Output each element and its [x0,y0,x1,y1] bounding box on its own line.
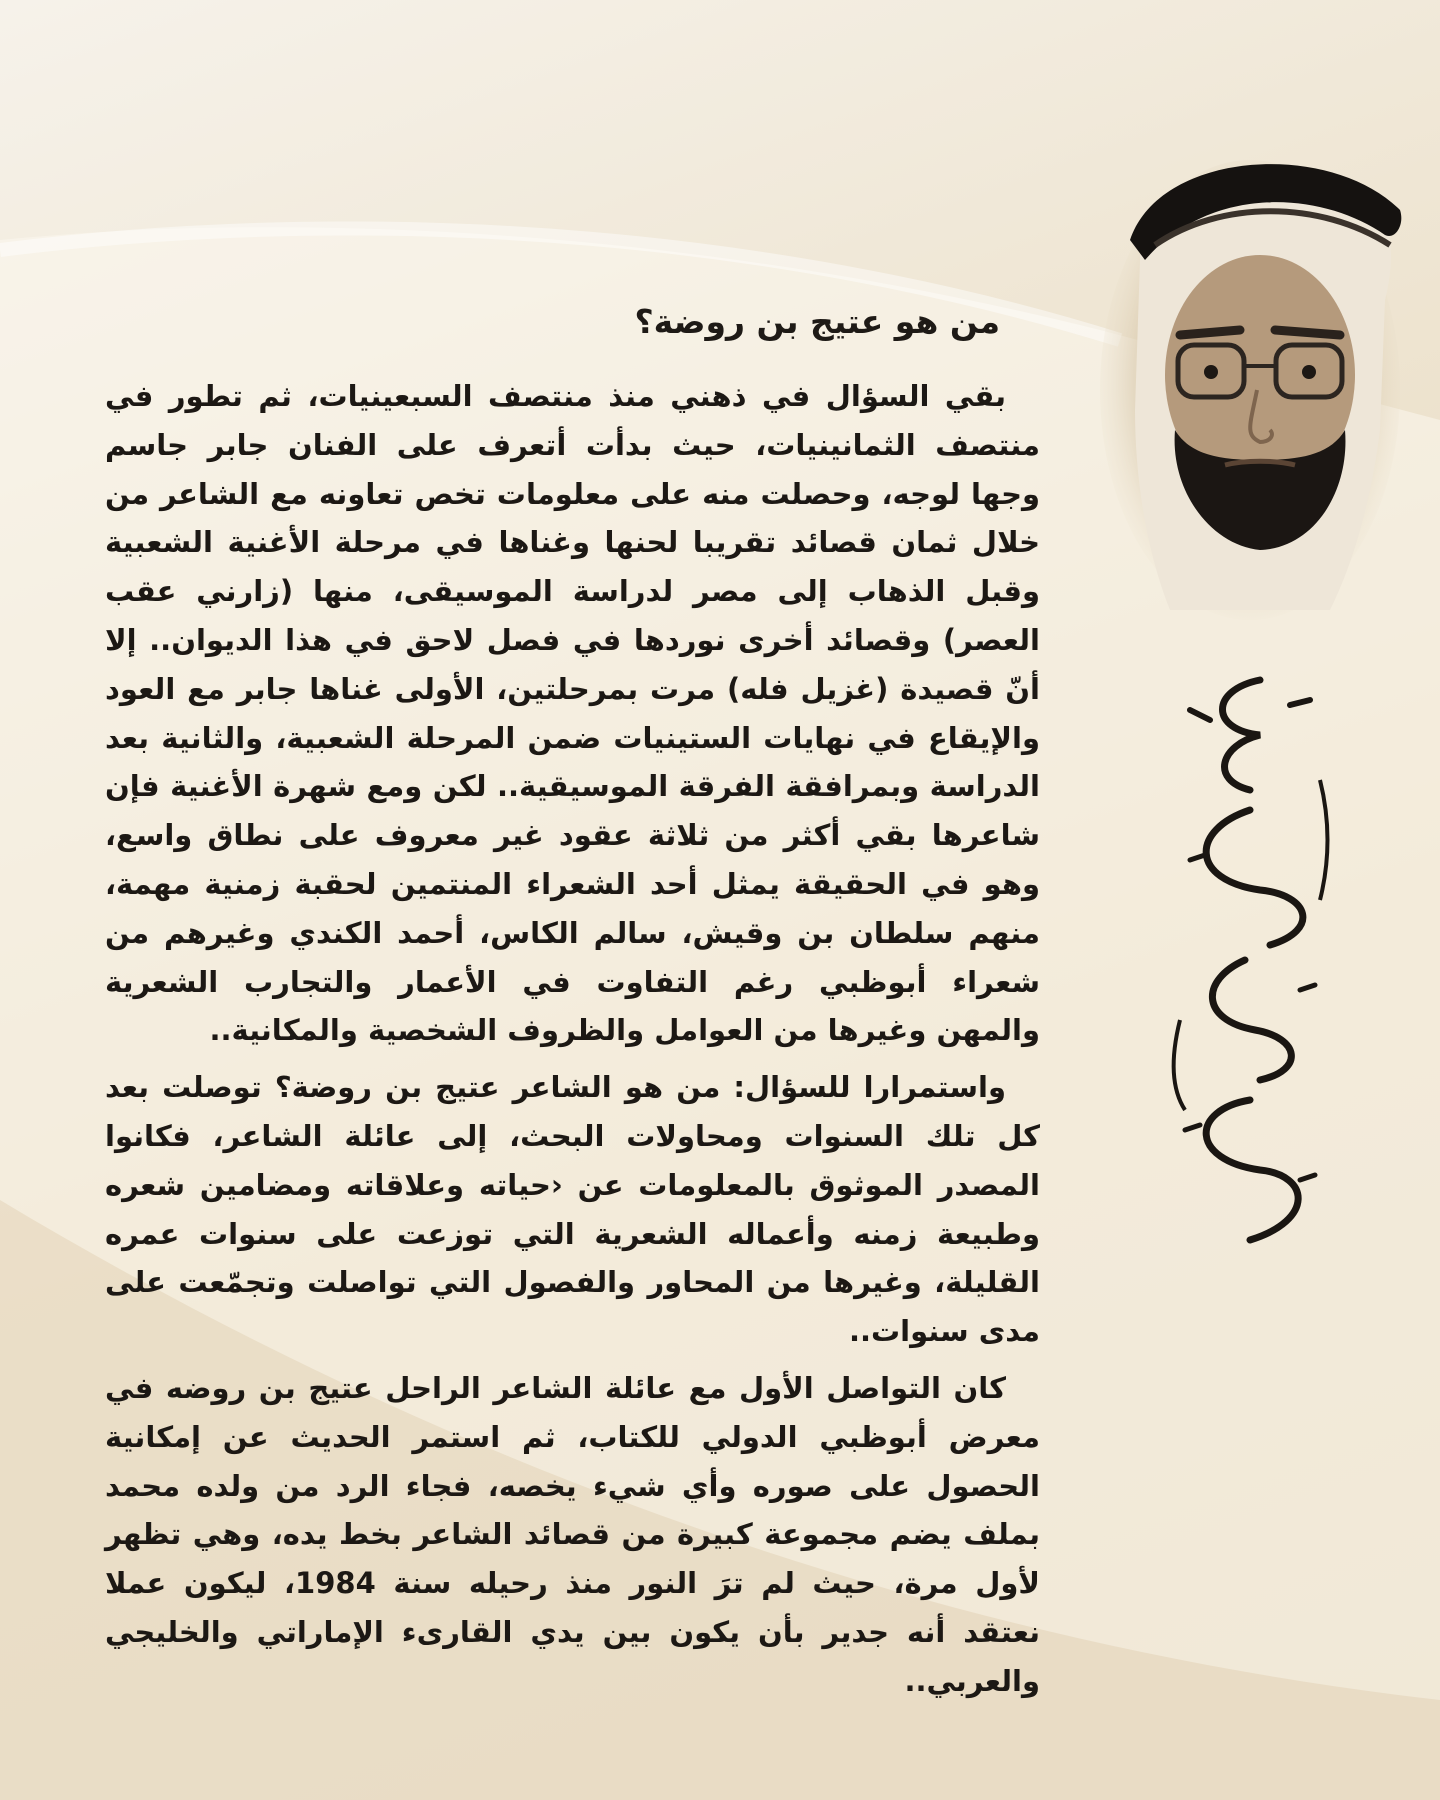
poet-portrait [1100,130,1410,630]
page-title: من هو عتيج بن روضة؟ [634,302,1000,341]
paragraph: واستمرارا للسؤال: من هو الشاعر عتيج بن روضة؟ توصلت بعد كل تلك السنوات ومحاولات البحث، إلى عائلة الشاعر، فكانوا المصدر الموثوق بالمعلومات عن ‹حياته وعلاقاته ومضامين شعره وطبيعة زمنه وأعماله الشعرية التي توزعت على سنوات عمره القليلة، وغيرها من المحاور والفصول التي تواصلت وتجمّعت على مدى سنوات.. [105,1070,1040,1349]
article-body [105,372,1040,1714]
paragraph: بقي السؤال في ذهني منذ منتصف السبعينيات، ثم تطور في منتصف الثمانينيات، حيث بدأت أتعرف على الفنان جابر جاسم وجها لوجه، وحصلت منه على معلومات تخص تعاونه مع الشاعر من خلال ثمان قصائد تقريبا لحنها وغناها في مرحلة الأغنية الشعبية وقبل الذهاب إلى مصر لدراسة الموسيقى، منها (زارني عقب العصر) وقصائد أخرى نوردها في فصل لاحق في هذا الديوان.. إلا أنّ قصيدة (غزيل فله) مرت بمرحلتين، الأولى غناها جابر مع العود والإيقاع في نهايات الستينيات ضمن المرحلة الشعبية، والثانية بعد الدراسة وبمرافقة الفرقة الموسيقية.. لكن ومع شهرة الأغنية فإن شاعرها بقي أكثر من ثلاثة عقود غير معروف على نطاق واسع، وهو في الحقيقة يمثل أحد الشعراء المنتمين لحقبة زمنية مهمة، منهم سلطان بن وقيش، سالم الكاس، أحمد الكندي وغيرهم من شعراء أبوظبي رغم التفاوت في الأعمار والتجارب الشعرية والمهن وغيرها من العوامل والظروف الشخصية والمكانية.. [105,379,1040,1048]
calligraphy-signature [1150,660,1350,1260]
paragraph: كان التواصل الأول مع عائلة الشاعر الراحل عتيج بن روضه في معرض أبوظبي الدولي للكتاب، ثم استمر الحديث عن إمكانية الحصول على صوره وأي شيء يخصه، فجاء الرد من ولده محمد بملف يضم مجموعة كبيرة من قصائد الشاعر بخط يده، وهي تظهر لأول مرة، حيث لم ترَ النور منذ رحيله سنة 1984، ليكون عملا نعتقد أنه جدير بأن يكون بين يدي القارىء الإماراتي والخليجي والعربي.. [105,1370,1040,1698]
